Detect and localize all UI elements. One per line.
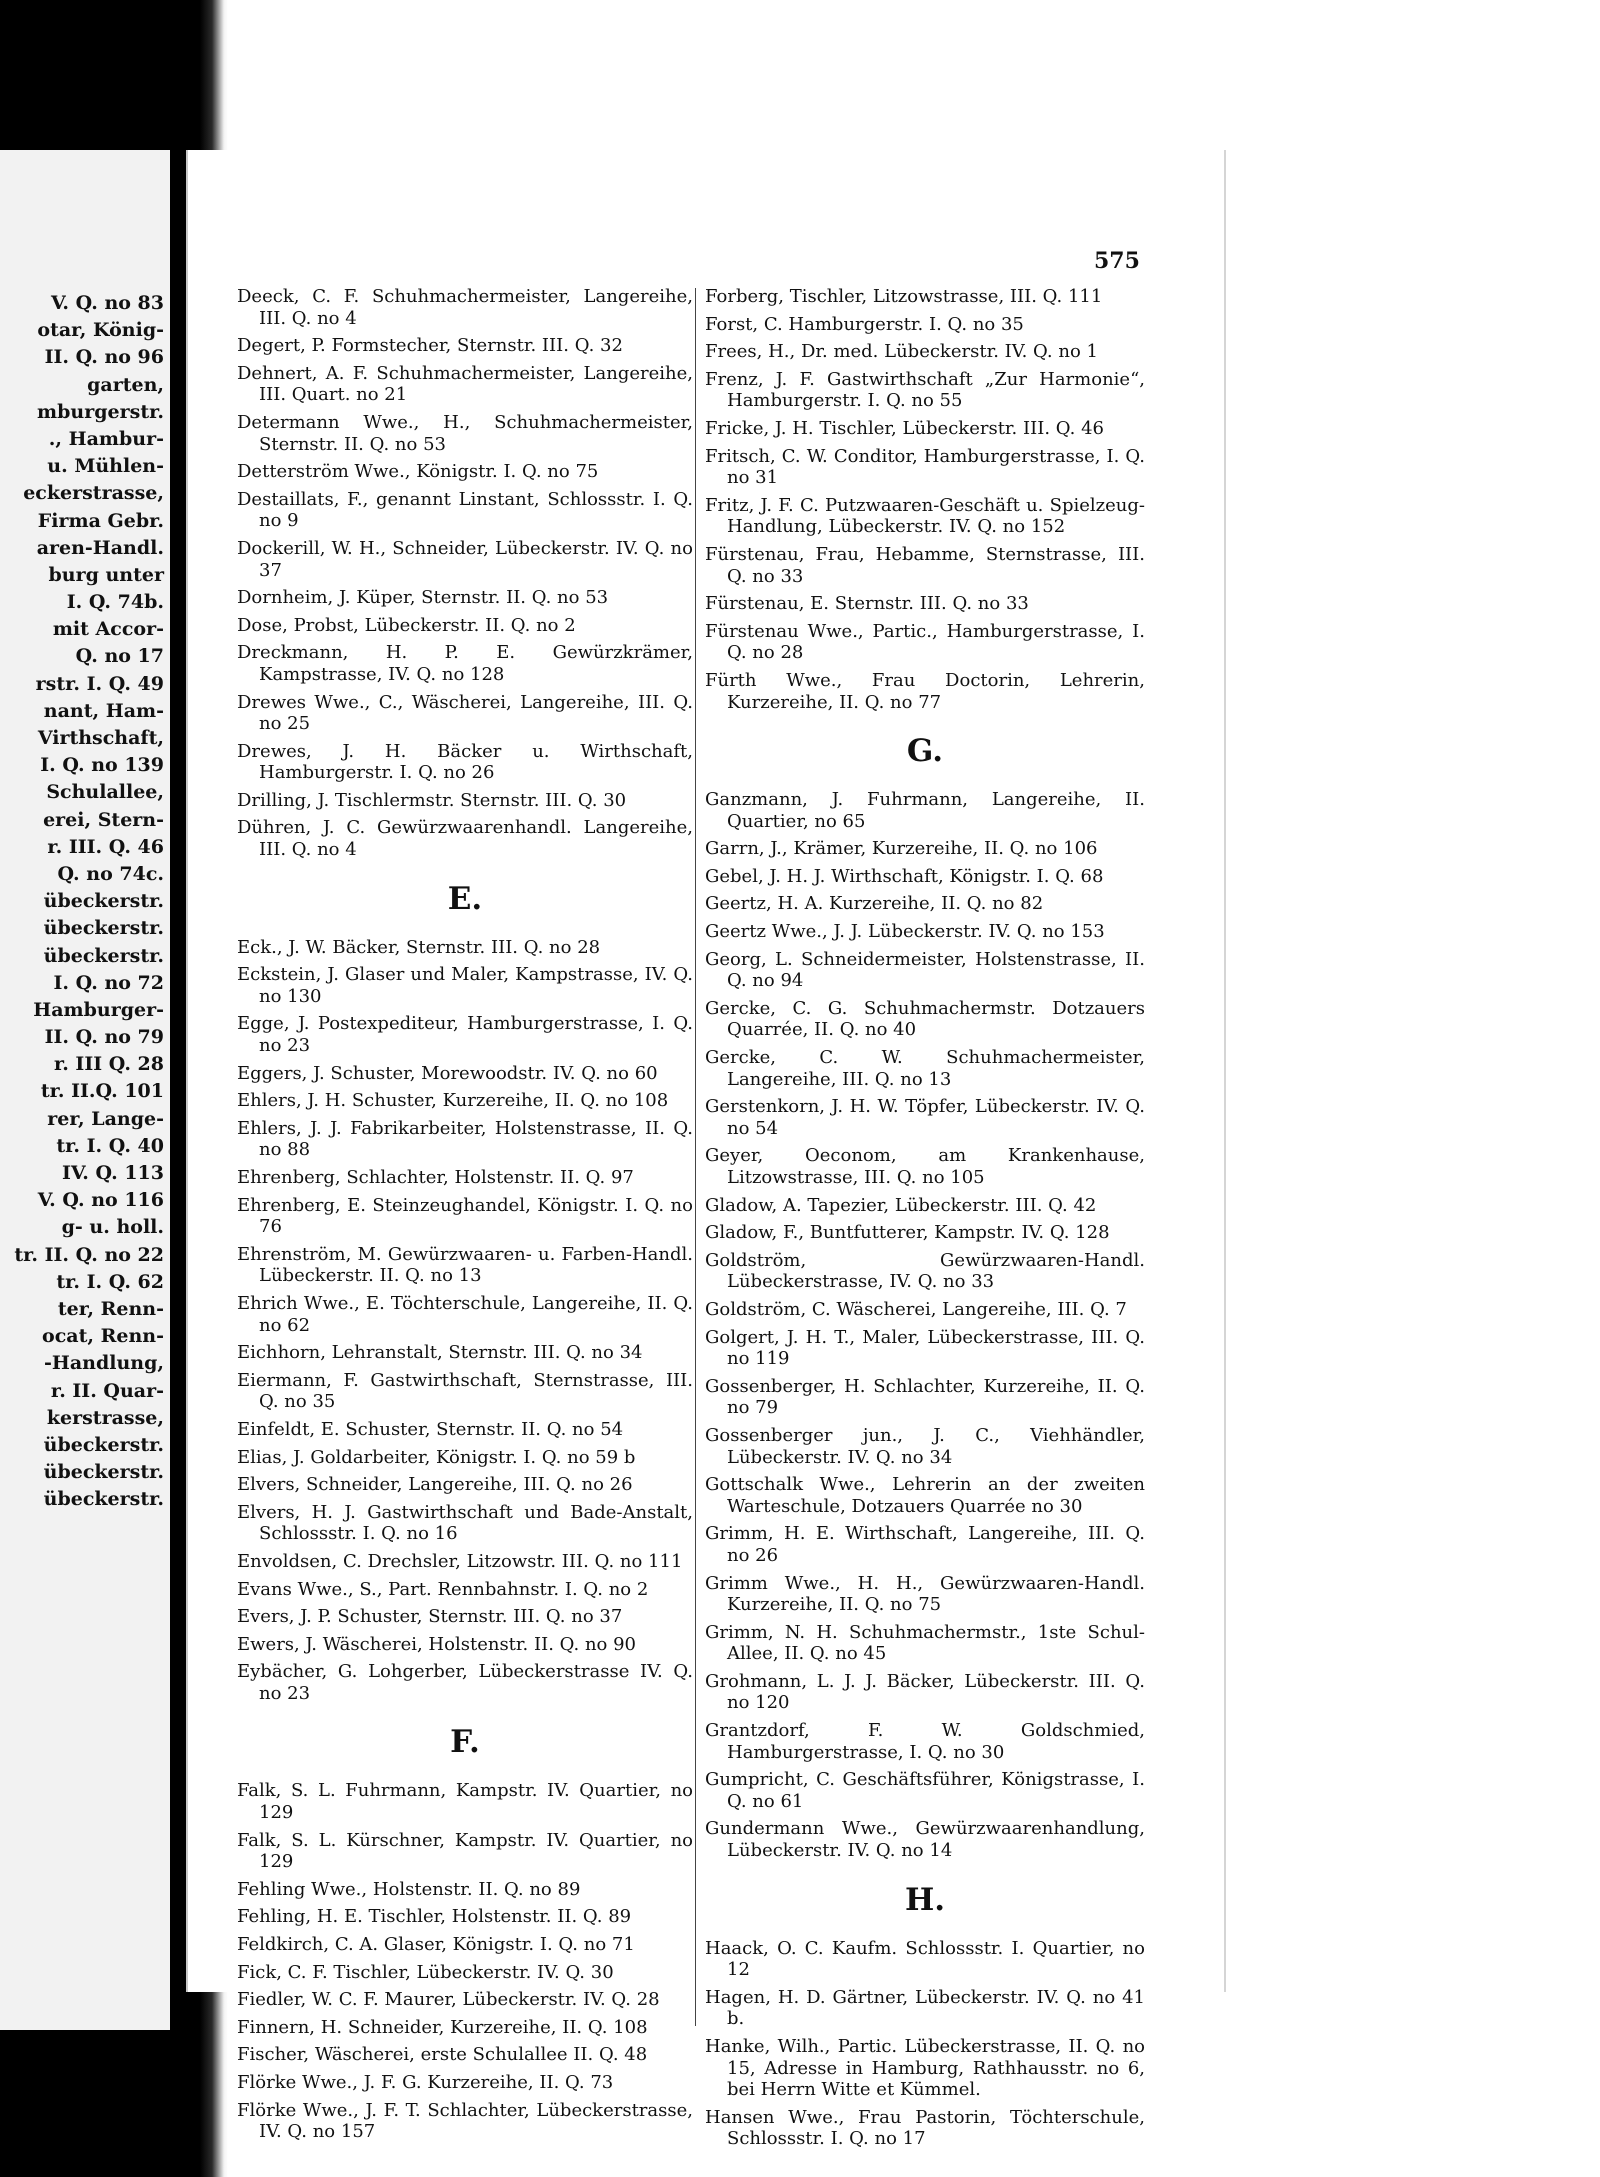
directory-entry: Grimm, N. H. Schuhmachermstr., 1ste Schul-Allee, II. Q. no 45: [705, 1621, 1145, 1665]
directory-entry: Gerstenkorn, J. H. W. Töpfer, Lübeckerstr. IV. Q. no 54: [705, 1096, 1145, 1139]
directory-entry: Grohmann, L. J. J. Bäcker, Lübeckerstr. III. Q. no 120: [705, 1670, 1145, 1714]
directory-entry: Ehrenberg, E. Steinzeughandel, Königstr. I. Q. no 76: [237, 1194, 693, 1238]
directory-entry: Ganzmann, J. Fuhrmann, Langereihe, II. Quartier, no 65: [705, 789, 1145, 832]
directory-entry: Fürstenau Wwe., Partic., Hamburgerstrasse, I. Q. no 28: [705, 620, 1145, 664]
previous-page-edge: [0, 150, 170, 2030]
previous-page-line: r. II. Quar-: [50, 1379, 164, 1402]
directory-entry: Fick, C. F. Tischler, Lübeckerstr. IV. Q. 30: [237, 1961, 614, 1983]
directory-entry: Drewes, J. H. Bäcker u. Wirthschaft, Hamburgerstr. I. Q. no 26: [237, 740, 693, 784]
previous-page-line: I. Q. no 72: [53, 971, 164, 994]
previous-page-line: V. Q. no 116: [37, 1189, 164, 1212]
directory-entry: Forberg, Tischler, Litzowstrasse, III. Q. 111: [705, 286, 1103, 307]
directory-entry: Gossenberger, H. Schlachter, Kurzereihe, II. Q. no 79: [705, 1375, 1145, 1419]
directory-entry: Gladow, A. Tapezier, Lübeckerstr. III. Q. 42: [705, 1194, 1097, 1216]
directory-entry: Gossenberger jun., J. C., Viehhändler, Lübeckerstr. IV. Q. no 34: [705, 1424, 1145, 1468]
directory-entry: Fehling, H. E. Tischler, Holstenstr. II. Q. 89: [237, 1906, 632, 1928]
previous-page-line: kerstrasse,: [46, 1406, 164, 1429]
previous-page-line: mit Accor-: [52, 618, 164, 641]
directory-entry: Ehlers, J. J. Fabrikarbeiter, Holstenstrasse, II. Q. no 88: [237, 1117, 693, 1161]
previous-page-line: übeckerstr.: [43, 1461, 164, 1484]
directory-entry: Evans Wwe., S., Part. Rennbahnstr. I. Q. no 2: [237, 1578, 649, 1600]
section-letter: H.: [904, 1881, 946, 1918]
previous-page-line: V. Q. no 83: [50, 292, 164, 314]
directory-entry: Dose, Probst, Lübeckerstr. II. Q. no 2: [237, 614, 576, 636]
directory-entry: Elias, J. Goldarbeiter, Königstr. I. Q. no 59 b: [237, 1446, 636, 1468]
directory-entry: Falk, S. L. Kürschner, Kampstr. IV. Quartier, no 129: [237, 1829, 693, 1873]
directory-entry: Flörke Wwe., J. F. G. Kurzereihe, II. Q. 73: [237, 2072, 614, 2093]
previous-page-line: tr. I. Q. 62: [56, 1270, 164, 1293]
previous-page-line: tr. II.Q. 101: [40, 1080, 164, 1103]
previous-page-line: übeckerstr.: [43, 1488, 164, 1511]
directory-entry: Drilling, J. Tischlermstr. Sternstr. III. Q. 30: [237, 789, 627, 811]
directory-entry: Feldkirch, C. A. Glaser, Königstr. I. Q. no 71: [237, 1934, 635, 1956]
directory-entry: Elvers, Schneider, Langereihe, III. Q. no 26: [237, 1474, 633, 1496]
directory-entry: Hanke, Wilh., Partic. Lübeckerstrasse, II. Q. no 15, Adresse in Hamburg, Rathhausstr. no 6, bei Herrn Witte et Kümmel.: [705, 2036, 1145, 2101]
previous-page-line: ter, Renn-: [57, 1297, 164, 1320]
directory-entry: Gercke, C. G. Schuhmachermstr. Dotzauers Quarrée, II. Q. no 40: [705, 997, 1145, 1041]
directory-entry: Fürth Wwe., Frau Doctorin, Lehrerin, Kurzereihe, II. Q. no 77: [705, 669, 1145, 713]
previous-page-line: burg unter: [48, 563, 164, 586]
directory-entry: Hansen Wwe., Frau Pastorin, Töchterschule, Schlossstr. I. Q. no 17: [705, 2106, 1145, 2150]
previous-page-line: II. Q. no 79: [44, 1026, 164, 1049]
column-divider: [695, 288, 696, 2026]
directory-entry: Determann Wwe., H., Schuhmachermeister, Sternstr. II. Q. no 53: [237, 411, 693, 455]
section-letter: F.: [450, 1724, 480, 1761]
previous-page-line: u. Mühlen-: [47, 455, 164, 478]
previous-page-line: Q. no 17: [75, 645, 164, 668]
directory-entry: Forst, C. Hamburgerstr. I. Q. no 35: [705, 313, 1024, 335]
previous-page-line: II. Q. no 96: [44, 346, 164, 369]
directory-entry: Dockerill, W. H., Schneider, Lübeckerstr. IV. Q. no 37: [237, 537, 693, 581]
previous-page-line: I. Q. 74b.: [66, 591, 164, 614]
directory-entry: Eiermann, F. Gastwirthschaft, Sternstrasse, III. Q. no 35: [237, 1369, 693, 1413]
directory-entry: Goldström, C. Wäscherei, Langereihe, III. Q. 7: [705, 1298, 1127, 1320]
section-letter: G.: [906, 733, 944, 770]
directory-entry: Fritsch, C. W. Conditor, Hamburgerstrasse, I. Q. no 31: [705, 445, 1145, 489]
directory-entry: Fricke, J. H. Tischler, Lübeckerstr. III. Q. 46: [705, 417, 1104, 439]
directory-entry: Evers, J. P. Schuster, Sternstr. III. Q. no 37: [237, 1606, 623, 1628]
directory-entry: Ehrich Wwe., E. Töchterschule, Langereihe, II. Q. no 62: [237, 1292, 693, 1336]
directory-entry: Grimm Wwe., H. H., Gewürzwaaren-Handl. Kurzereihe, II. Q. no 75: [705, 1572, 1145, 1616]
previous-page-line: mburgerstr.: [37, 400, 164, 423]
previous-page-line: übeckerstr.: [43, 944, 164, 967]
directory-entry: Geyer, Oeconom, am Krankenhause, Litzowstrasse, III. Q. no 105: [705, 1145, 1145, 1188]
directory-entry: Geertz, H. A. Kurzereihe, II. Q. no 82: [705, 893, 1044, 915]
directory-entry: Ehlers, J. H. Schuster, Kurzereihe, II. Q. no 108: [237, 1090, 669, 1112]
previous-page-line: IV. Q. 113: [61, 1162, 164, 1184]
directory-entry: Geertz Wwe., J. J. Lübeckerstr. IV. Q. no 153: [705, 921, 1105, 943]
left-column: [237, 286, 693, 2149]
directory-entry: Gundermann Wwe., Gewürzwaarenhandlung, Lübeckerstr. IV. Q. no 14: [705, 1818, 1145, 1862]
previous-page-line: eckerstrasse,: [23, 482, 164, 505]
directory-entry: Gebel, J. H. J. Wirthschaft, Königstr. I. Q. 68: [705, 865, 1104, 887]
directory-entry: Egge, J. Postexpediteur, Hamburgerstrasse, I. Q. no 23: [237, 1013, 693, 1057]
previous-page-line: rer, Lange-: [47, 1107, 164, 1130]
directory-entry: Envoldsen, C. Drechsler, Litzowstr. III. Q. no 111: [237, 1550, 683, 1572]
directory-entry: Finnern, H. Schneider, Kurzereihe, II. Q. 108: [237, 2016, 648, 2038]
directory-entry: Gladow, F., Buntfutterer, Kampstr. IV. Q. 128: [705, 1222, 1110, 1244]
directory-entry: Degert, P. Formstecher, Sternstr. III. Q. 32: [237, 335, 623, 357]
directory-entry: Garrn, J., Krämer, Kurzereihe, II. Q. no 106: [705, 838, 1098, 860]
previous-page-line: Q. no 74c.: [57, 862, 164, 885]
directory-entry: Fritz, J. F. C. Putzwaaren-Geschäft u. Spielzeug-Handlung, Lübeckerstr. IV. Q. no 152: [705, 494, 1145, 538]
directory-entry: Golgert, J. H. T., Maler, Lübeckerstrasse, III. Q. no 119: [705, 1326, 1145, 1370]
previous-page-line: ., Hambur-: [48, 427, 164, 450]
directory-entry: Fischer, Wäscherei, erste Schulallee II. Q. 48: [237, 2044, 648, 2066]
directory-entry: Gumpricht, C. Geschäftsführer, Königstrasse, I. Q. no 61: [705, 1769, 1145, 1812]
section-letter: E.: [447, 880, 483, 917]
directory-entry: Eckstein, J. Glaser und Maler, Kampstrasse, IV. Q. no 130: [237, 964, 693, 1007]
previous-page-line: Firma Gebr.: [37, 509, 164, 532]
directory-entry: Eybächer, G. Lohgerber, Lübeckerstrasse IV. Q. no 23: [237, 1661, 693, 1704]
previous-page-line: Schulallee,: [46, 781, 164, 804]
previous-page-line: ocat, Renn-: [42, 1325, 164, 1348]
directory-entry: Gottschalk Wwe., Lehrerin an der zweiten Warteschule, Dotzauers Quarrée no 30: [705, 1474, 1145, 1517]
directory-entry: Haack, O. C. Kaufm. Schlossstr. I. Quartier, no 12: [705, 1937, 1145, 1981]
previous-page-line: aren-Handl.: [36, 536, 164, 559]
directory-entry: Grimm, H. E. Wirthschaft, Langereihe, III. Q. no 26: [705, 1523, 1145, 1566]
previous-page-line: nant, Ham-: [43, 699, 164, 722]
previous-page-line: tr. I. Q. 40: [56, 1134, 164, 1157]
previous-page-line: tr. II. Q. no 22: [14, 1243, 164, 1266]
previous-page-line: garten,: [87, 373, 164, 396]
previous-page-line: Virthschaft,: [37, 727, 164, 749]
previous-page-line: r. III Q. 28: [53, 1053, 164, 1076]
directory-entry: Georg, L. Schneidermeister, Holstenstrasse, II. Q. no 94: [705, 948, 1145, 992]
previous-page-line: rstr. I. Q. 49: [35, 672, 164, 695]
directory-entry: Dornheim, J. Küper, Sternstr. II. Q. no 53: [237, 587, 609, 609]
directory-entry: Detterström Wwe., Königstr. I. Q. no 75: [237, 461, 599, 483]
directory-entry: Frenz, J. F. Gastwirthschaft „Zur Harmonie“, Hamburgerstr. I. Q. no 55: [705, 368, 1145, 412]
previous-page-line: r. III. Q. 46: [47, 835, 164, 858]
directory-entry: Fehling Wwe., Holstenstr. II. Q. no 89: [237, 1878, 581, 1900]
directory-entry: Grantzdorf, F. W. Goldschmied, Hamburgerstrasse, I. Q. no 30: [705, 1720, 1145, 1763]
directory-entry: Deeck, C. F. Schuhmachermeister, Langereihe, III. Q. no 4: [237, 286, 693, 329]
directory-entry: Elvers, H. J. Gastwirthschaft und Bade-Anstalt, Schlossstr. I. Q. no 16: [237, 1501, 693, 1545]
directory-entry: Eggers, J. Schuster, Morewoodstr. IV. Q. no 60: [237, 1062, 658, 1084]
directory-entry: Goldström, Gewürzwaaren-Handl. Lübeckerstrasse, IV. Q. no 33: [705, 1249, 1145, 1293]
directory-entry: Ehrenström, M. Gewürzwaaren- u. Farben-Handl. Lübeckerstr. II. Q. no 13: [237, 1243, 693, 1287]
right-column: [705, 286, 1145, 2156]
previous-page-line: otar, König-: [37, 319, 164, 342]
directory-entry: Ehrenberg, Schlachter, Holstenstr. II. Q. 97: [237, 1167, 634, 1188]
directory-entry: Fiedler, W. C. F. Maurer, Lübeckerstr. IV. Q. 28: [237, 1989, 660, 2011]
directory-entry: Dehnert, A. F. Schuhmachermeister, Langereihe, III. Quart. no 21: [237, 362, 693, 406]
directory-entry: Destaillats, F., genannt Linstant, Schlossstr. I. Q. no 9: [237, 488, 693, 532]
directory-entry: Ewers, J. Wäscherei, Holstenstr. II. Q. no 90: [237, 1633, 637, 1655]
directory-entry: Dühren, J. C. Gewürzwaarenhandl. Langereihe, III. Q. no 4: [237, 817, 693, 861]
directory-entry: Hagen, H. D. Gärtner, Lübeckerstr. IV. Q. no 41 b.: [705, 1986, 1145, 2030]
previous-page-line: übeckerstr.: [43, 917, 164, 940]
directory-entry: Eck., J. W. Bäcker, Sternstr. III. Q. no 28: [237, 936, 601, 958]
previous-page-line: erei, Stern-: [43, 808, 164, 831]
directory-entry: Gercke, C. W. Schuhmachermeister, Langereihe, III. Q. no 13: [705, 1047, 1145, 1090]
directory-entry: Frees, H., Dr. med. Lübeckerstr. IV. Q. no 1: [705, 341, 1098, 363]
directory-entry: Drewes Wwe., C., Wäscherei, Langereihe, III. Q. no 25: [237, 691, 693, 735]
directory-entry: Einfeldt, E. Schuster, Sternstr. II. Q. no 54: [237, 1418, 624, 1440]
previous-page-line: I. Q. no 139: [40, 754, 164, 777]
previous-page-text: [14, 290, 164, 1513]
page-number: 575: [1094, 248, 1140, 274]
previous-page-line: Hamburger-: [33, 998, 164, 1021]
directory-entry: Fürstenau, E. Sternstr. III. Q. no 33: [705, 593, 1029, 615]
directory-entry: Dreckmann, H. P. E. Gewürzkrämer, Kampstrasse, IV. Q. no 128: [237, 642, 693, 685]
previous-page-line: übeckerstr.: [43, 1433, 164, 1456]
previous-page-line: -Handlung,: [44, 1352, 164, 1375]
directory-entry: Falk, S. L. Fuhrmann, Kampstr. IV. Quartier, no 129: [237, 1780, 693, 1824]
directory-entry: Flörke Wwe., J. F. T. Schlachter, Lübeckerstrasse, IV. Q. no 157: [237, 2099, 693, 2143]
previous-page-line: g- u. holl.: [61, 1216, 164, 1239]
directory-entry: Eichhorn, Lehranstalt, Sternstr. III. Q. no 34: [237, 1342, 643, 1364]
previous-page-line: übeckerstr.: [43, 890, 164, 913]
directory-entry: Fürstenau, Frau, Hebamme, Sternstrasse, III. Q. no 33: [705, 543, 1145, 587]
